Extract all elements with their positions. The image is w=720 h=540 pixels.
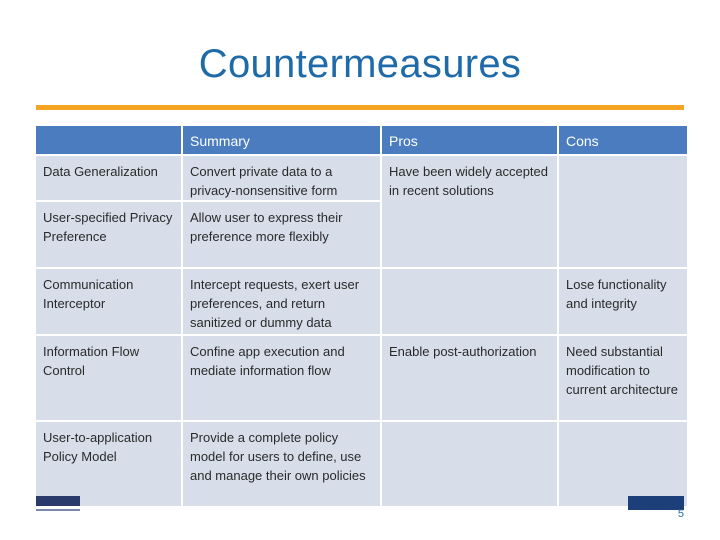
title-underline bbox=[36, 105, 684, 110]
row-name-user-to-app-policy: User-to-application Policy Model bbox=[36, 422, 181, 506]
summary-user-specified-privacy: Allow user to express their preference more flexibly bbox=[183, 202, 380, 267]
summary-information-flow-control: Confine app execution and mediate information flow bbox=[183, 336, 380, 420]
header-cons: Cons bbox=[559, 126, 687, 154]
header-pros: Pros bbox=[382, 126, 557, 154]
page-number: 5 bbox=[677, 508, 684, 520]
header-summary: Summary bbox=[183, 126, 380, 154]
row-name-data-generalization: Data Generalization bbox=[36, 156, 181, 200]
pros-widely-accepted: Have been widely accepted in recent solutions bbox=[382, 156, 557, 267]
summary-communication-interceptor: Intercept requests, exert user preferences, and return sanitized or dummy data bbox=[183, 269, 380, 334]
row-name-communication-interceptor: Communication Interceptor bbox=[36, 269, 181, 334]
left-logo-icon bbox=[36, 496, 80, 514]
cons-lose-functionality: Lose functionality and integrity bbox=[559, 269, 687, 334]
summary-user-to-app-policy: Provide a complete policy model for users to define, use and manage their own policies bbox=[183, 422, 380, 506]
cons-empty-policy bbox=[559, 422, 687, 506]
row-name-information-flow-control: Information Flow Control bbox=[36, 336, 181, 420]
pros-empty-interceptor bbox=[382, 269, 557, 334]
pros-empty-policy bbox=[382, 422, 557, 506]
header-corner bbox=[36, 126, 181, 154]
slide-title: Countermeasures bbox=[198, 42, 522, 86]
summary-data-generalization: Convert private data to a privacy-nonsensitive form bbox=[183, 156, 380, 200]
cons-substantial-modification: Need substantial modification to current architecture bbox=[559, 336, 687, 420]
pros-post-authorization: Enable post-authorization bbox=[382, 336, 557, 420]
countermeasures-table bbox=[36, 126, 687, 506]
cons-empty-top bbox=[559, 156, 687, 267]
row-name-user-specified-privacy: User-specified Privacy Preference bbox=[36, 202, 181, 267]
